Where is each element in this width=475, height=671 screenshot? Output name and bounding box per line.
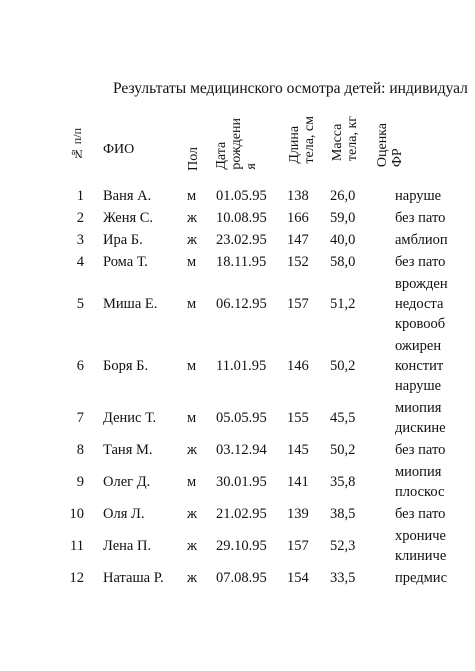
cell-diagnosis: предмис (395, 570, 448, 586)
cell-sex: м (187, 296, 197, 312)
cell-diagnosis: наруше (395, 378, 442, 394)
cell-height: 157 (287, 296, 309, 312)
cell-dob: 05.05.95 (216, 410, 267, 426)
cell-sex: ж (187, 538, 198, 554)
cell-dob: 29.10.95 (216, 538, 267, 554)
cell-fio: Лена П. (103, 538, 152, 554)
cell-num: 2 (76, 210, 84, 226)
cell-diagnosis: констит (395, 358, 444, 374)
cell-height: 145 (287, 442, 309, 458)
cell-diagnosis: плоскос (395, 484, 445, 500)
cell-fio: Рома Т. (103, 254, 148, 270)
cell-fio: Миша Е. (103, 296, 158, 312)
cell-num: 3 (76, 232, 84, 248)
cell-height: 166 (287, 210, 309, 226)
cell-diagnosis: клиниче (395, 548, 447, 564)
cell-num: 10 (69, 506, 84, 522)
cell-weight: 50,2 (330, 358, 356, 374)
cell-dob: 07.08.95 (216, 570, 267, 586)
cell-diagnosis: недоста (395, 296, 444, 312)
cell-sex: ж (187, 570, 198, 586)
cell-height: 147 (287, 232, 309, 248)
cell-weight: 51,2 (330, 296, 356, 312)
cell-dob: 30.01.95 (216, 474, 267, 490)
header-dob: Дата рождени я (214, 118, 259, 170)
cell-sex: ж (187, 442, 198, 458)
cell-diagnosis: хрониче (395, 528, 446, 544)
cell-height: 157 (287, 538, 309, 554)
cell-weight: 58,0 (330, 254, 356, 270)
cell-fio: Женя С. (103, 210, 154, 226)
cell-dob: 23.02.95 (216, 232, 267, 248)
cell-dob: 21.02.95 (216, 506, 267, 522)
cell-diagnosis: кровооб (395, 316, 446, 332)
cell-sex: ж (187, 506, 198, 522)
cell-height: 146 (287, 358, 309, 374)
cell-diagnosis: дискине (395, 420, 446, 436)
cell-diagnosis: без пато (395, 210, 446, 226)
cell-diagnosis: без пато (395, 254, 446, 270)
cell-height: 155 (287, 410, 309, 426)
cell-weight: 35,8 (330, 474, 356, 490)
cell-dob: 18.11.95 (216, 254, 267, 270)
header-height: Длина тела, см (287, 116, 317, 164)
cell-sex: м (187, 188, 197, 204)
cell-height: 138 (287, 188, 309, 204)
cell-dob: 03.12.94 (216, 442, 267, 458)
cell-num: 6 (76, 358, 84, 374)
cell-num: 7 (76, 410, 84, 426)
cell-fio: Таня М. (103, 442, 153, 458)
cell-weight: 59,0 (330, 210, 356, 226)
cell-diagnosis: амблиоп (395, 232, 448, 248)
cell-height: 152 (287, 254, 309, 270)
cell-diagnosis: без пато (395, 442, 446, 458)
header-weight: Масса тела, кг (330, 116, 360, 162)
cell-fio: Олег Д. (103, 474, 151, 490)
cell-fio: Ваня А. (103, 188, 152, 204)
header-fr: Оценка ФР (375, 123, 405, 168)
cell-diagnosis: врожден (395, 276, 448, 292)
cell-sex: м (187, 358, 197, 374)
cell-weight: 50,2 (330, 442, 356, 458)
cell-dob: 01.05.95 (216, 188, 267, 204)
cell-fio: Боря Б. (103, 358, 149, 374)
cell-num: 5 (76, 296, 84, 312)
cell-num: 12 (69, 570, 84, 586)
cell-sex: ж (187, 210, 198, 226)
cell-fio: Оля Л. (103, 506, 145, 522)
cell-diagnosis: без пато (395, 506, 446, 522)
header-sex: Пол (186, 147, 201, 171)
cell-height: 139 (287, 506, 309, 522)
cell-fio: Наташа Р. (103, 570, 164, 586)
cell-weight: 26,0 (330, 188, 356, 204)
cell-sex: ж (187, 232, 198, 248)
cell-num: 11 (70, 538, 84, 554)
cell-num: 8 (76, 442, 84, 458)
cell-num: 1 (76, 188, 84, 204)
cell-num: 4 (76, 254, 84, 270)
cell-sex: м (187, 254, 197, 270)
cell-dob: 10.08.95 (216, 210, 267, 226)
cell-sex: м (187, 410, 197, 426)
cell-diagnosis: миопия (395, 400, 442, 416)
cell-diagnosis: ожирен (395, 338, 442, 354)
cell-diagnosis: наруше (395, 188, 442, 204)
cell-diagnosis: миопия (395, 464, 442, 480)
cell-weight: 45,5 (330, 410, 356, 426)
document-title: Результаты медицинского осмотра детей: индивидуал (113, 80, 468, 97)
cell-fio: Ира Б. (103, 232, 143, 248)
header-num: № п/п (70, 128, 84, 162)
cell-weight: 38,5 (330, 506, 356, 522)
cell-weight: 40,0 (330, 232, 356, 248)
cell-weight: 52,3 (330, 538, 356, 554)
cell-weight: 33,5 (330, 570, 356, 586)
header-fio: ФИО (103, 142, 135, 157)
cell-height: 141 (287, 474, 309, 490)
cell-fio: Денис Т. (103, 410, 157, 426)
cell-dob: 06.12.95 (216, 296, 267, 312)
cell-height: 154 (287, 570, 309, 586)
cell-sex: м (187, 474, 197, 490)
cell-num: 9 (76, 474, 84, 490)
cell-dob: 11.01.95 (216, 358, 267, 374)
